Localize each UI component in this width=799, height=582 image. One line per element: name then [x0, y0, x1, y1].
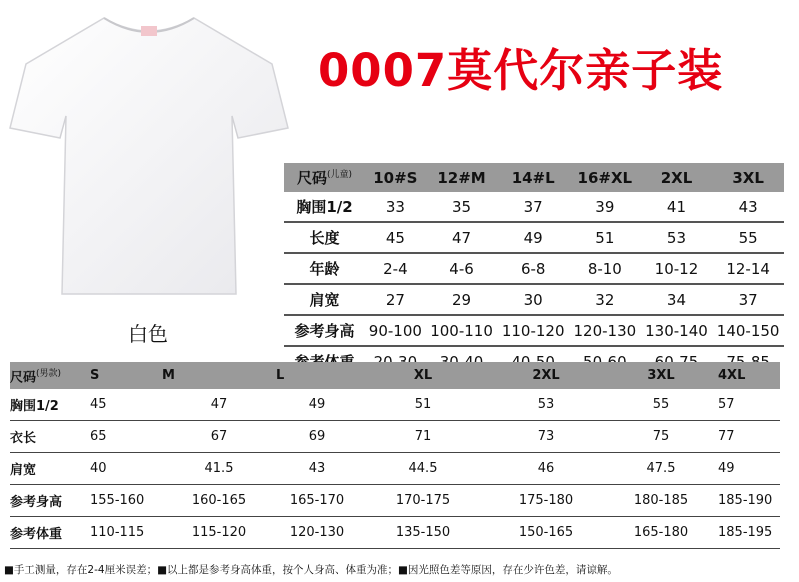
- cell: 37: [712, 284, 784, 315]
- kids-header-label: 尺码$^{(儿童)}$: [284, 163, 365, 192]
- product-title: 0007莫代尔亲子装: [318, 44, 724, 97]
- kids-size-header: 2XL: [641, 163, 713, 192]
- cell: 53: [641, 222, 713, 253]
- kids-header-row: [284, 163, 784, 192]
- cell: 55: [712, 222, 784, 253]
- row-label: 参考身高: [10, 485, 90, 517]
- row-label: 胸围1/2: [284, 192, 365, 222]
- row-label: 年龄: [284, 253, 365, 284]
- cell: 140-150: [712, 315, 784, 346]
- cell: 185-190: [718, 485, 780, 517]
- cell: 67: [162, 421, 276, 453]
- cell: 41: [641, 192, 713, 222]
- color-label: 白色: [128, 322, 168, 346]
- cell: 73: [488, 421, 604, 453]
- cell: 53: [488, 389, 604, 421]
- adult-size-header: M: [162, 362, 276, 389]
- cell: 150-165: [488, 517, 604, 549]
- cell: 160-165: [162, 485, 276, 517]
- kids-size-header: 3XL: [712, 163, 784, 192]
- row-label: 衣长: [10, 421, 90, 453]
- adult-row-shoulder: [10, 453, 780, 485]
- cell: 8-10: [569, 253, 641, 284]
- adult-row-chest: [10, 389, 780, 421]
- cell: 120-130: [569, 315, 641, 346]
- kids-row-length: [284, 222, 784, 253]
- kids-size-header: 14#L: [497, 163, 569, 192]
- cell: 43: [712, 192, 784, 222]
- cell: 32: [569, 284, 641, 315]
- cell: 2-4: [365, 253, 426, 284]
- cell: 4-6: [426, 253, 498, 284]
- kids-size-header: 16#XL: [569, 163, 641, 192]
- cell: 155-160: [90, 485, 162, 517]
- cell: 175-180: [488, 485, 604, 517]
- cell: 27: [365, 284, 426, 315]
- kids-size-table: [284, 163, 784, 376]
- cell: 180-185: [604, 485, 718, 517]
- adult-row-height: [10, 485, 780, 517]
- adult-size-header: 3XL: [604, 362, 718, 389]
- cell: 135-150: [358, 517, 488, 549]
- cell: 47.5: [604, 453, 718, 485]
- adult-size-table: [10, 362, 780, 549]
- cell: 90-100: [365, 315, 426, 346]
- cell: 185-195: [718, 517, 780, 549]
- cell: 49: [276, 389, 358, 421]
- adult-row-weight: [10, 517, 780, 549]
- adult-size-header: XL: [358, 362, 488, 389]
- cell: 69: [276, 421, 358, 453]
- cell: 44.5: [358, 453, 488, 485]
- cell: 57: [718, 389, 780, 421]
- cell: 37: [497, 192, 569, 222]
- cell: 46: [488, 453, 604, 485]
- cell: 51: [358, 389, 488, 421]
- adult-size-header: 2XL: [488, 362, 604, 389]
- cell: 47: [426, 222, 498, 253]
- white-tshirt-image: [4, 6, 294, 306]
- cell: 45: [365, 222, 426, 253]
- cell: 115-120: [162, 517, 276, 549]
- adult-row-length: [10, 421, 780, 453]
- cell: 30: [497, 284, 569, 315]
- row-label: 肩宽: [284, 284, 365, 315]
- cell: 55: [604, 389, 718, 421]
- cell: 110-115: [90, 517, 162, 549]
- row-label: 长度: [284, 222, 365, 253]
- cell: 165-170: [276, 485, 358, 517]
- cell: 39: [569, 192, 641, 222]
- adult-size-header: 4XL: [718, 362, 780, 389]
- adult-header-label: 尺码$^{(男款)}$: [10, 362, 90, 389]
- cell: 33: [365, 192, 426, 222]
- cell: 47: [162, 389, 276, 421]
- footnote: ■手工测量，存在2-4厘米误差；■以上都是参考身高体重，按个人身高、体重为准；■因光照色差等原因，存在少许色差，请谅解。: [4, 564, 618, 576]
- cell: 45: [90, 389, 162, 421]
- cell: 49: [718, 453, 780, 485]
- cell: 65: [90, 421, 162, 453]
- kids-row-chest: [284, 192, 784, 222]
- cell: 100-110: [426, 315, 498, 346]
- kids-row-age: [284, 253, 784, 284]
- cell: 71: [358, 421, 488, 453]
- cell: 34: [641, 284, 713, 315]
- cell: 41.5: [162, 453, 276, 485]
- cell: 51: [569, 222, 641, 253]
- row-label: 参考身高: [284, 315, 365, 346]
- row-label: 胸围1/2: [10, 389, 90, 421]
- adult-size-header: L: [276, 362, 358, 389]
- cell: 77: [718, 421, 780, 453]
- cell: 10-12: [641, 253, 713, 284]
- cell: 40: [90, 453, 162, 485]
- cell: 43: [276, 453, 358, 485]
- cell: 120-130: [276, 517, 358, 549]
- adult-header-row: [10, 362, 780, 389]
- row-label: 肩宽: [10, 453, 90, 485]
- cell: 29: [426, 284, 498, 315]
- cell: 35: [426, 192, 498, 222]
- cell: 75: [604, 421, 718, 453]
- cell: 12-14: [712, 253, 784, 284]
- cell: 6-8: [497, 253, 569, 284]
- kids-row-shoulder: [284, 284, 784, 315]
- cell: 170-175: [358, 485, 488, 517]
- cell: 49: [497, 222, 569, 253]
- cell: 110-120: [497, 315, 569, 346]
- kids-size-header: 10#S: [365, 163, 426, 192]
- kids-size-header: 12#M: [426, 163, 498, 192]
- row-label: 参考体重: [10, 517, 90, 549]
- adult-size-header: S: [90, 362, 162, 389]
- cell: 165-180: [604, 517, 718, 549]
- kids-row-height: [284, 315, 784, 346]
- cell: 130-140: [641, 315, 713, 346]
